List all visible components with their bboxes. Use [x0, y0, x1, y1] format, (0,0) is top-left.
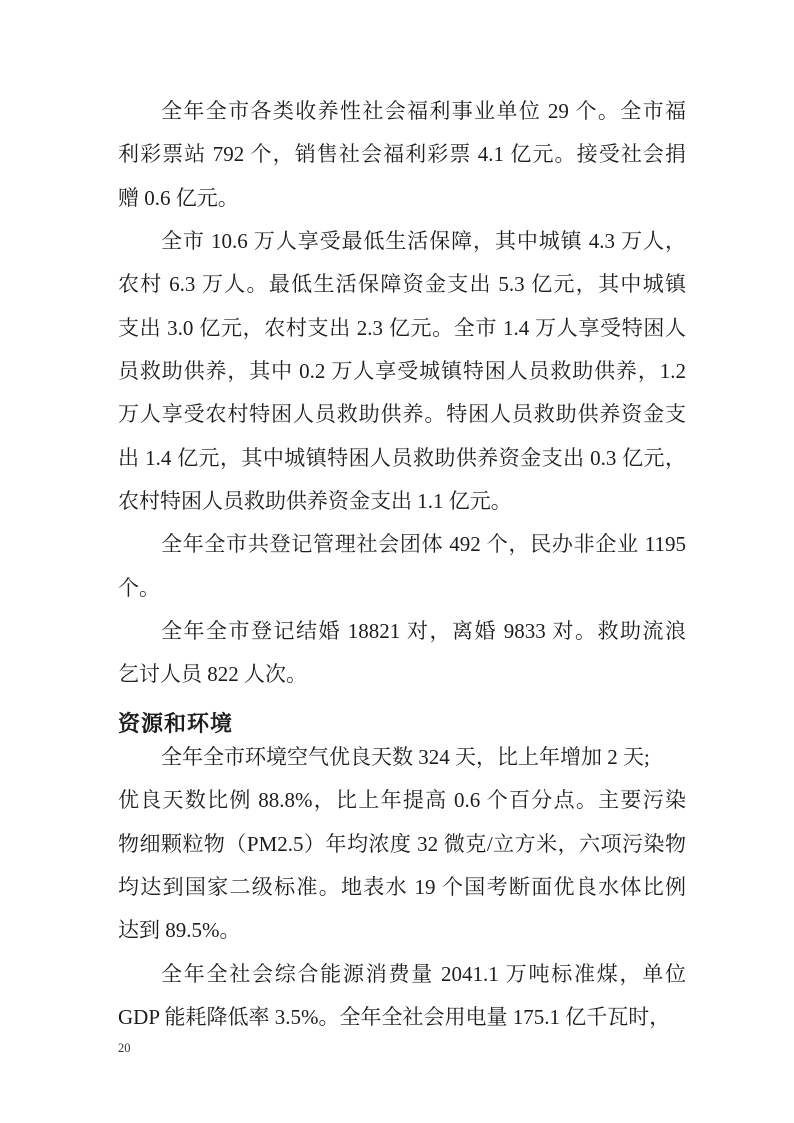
text-line: 出 1.4 亿元，其中城镇特困人员救助供养资金支出 0.3 亿元， — [118, 445, 686, 470]
text-line: 农村特困人员救助供养资金支出 1.1 亿元。 — [118, 488, 512, 513]
text-line: 优良天数比例 88.8%，比上年提高 0.6 个百分点。主要污染 — [118, 788, 686, 813]
document-body — [118, 0, 686, 1123]
text-line: 员救助供养，其中 0.2 万人享受城镇特困人员救助供养，1.2 — [118, 358, 686, 383]
text-line: 达到 89.5%。 — [118, 918, 241, 943]
text-line: 全年全市各类收养性社会福利事业单位 29 个。全市福 — [161, 99, 686, 123]
text-line: 万人享受农村特困人员救助供养。特困人员救助供养资金支 — [118, 402, 686, 427]
page-number: 20 — [118, 1041, 131, 1055]
text-line: 乞讨人员 822 人次。 — [118, 662, 307, 687]
section-heading: 资源和环境 — [118, 711, 234, 736]
text-line: 支出 3.0 亿元，农村支出 2.3 亿元。全市 1.4 万人享受特困人 — [118, 315, 686, 340]
text-line: 赠 0.6 亿元。 — [118, 185, 239, 210]
text-line: GDP 能耗降低率 3.5%。全年全社会用电量 175.1 亿千瓦时， — [118, 1004, 671, 1029]
text-line: 均达到国家二级标准。地表水 19 个国考断面优良水体比例 — [118, 874, 686, 899]
text-line: 全市 10.6 万人享受最低生活保障，其中城镇 4.3 万人， — [161, 228, 686, 253]
text-line: 全年全市环境空气优良天数 324 天，比上年增加 2 天; — [161, 745, 650, 769]
text-line: 全年全市登记结婚 18821 对，离婚 9833 对。救助流浪 — [161, 618, 686, 643]
text-line: 全年全社会综合能源消费量 2041.1 万吨标准煤，单位 — [161, 961, 686, 986]
text-line: 个。 — [118, 575, 160, 600]
text-line: 全年全市共登记管理社会团体 492 个，民办非企业 1195 — [161, 532, 686, 557]
text-line: 物细颗粒物（PM2.5）年均浓度 32 微克/立方米，六项污染物 — [118, 831, 686, 856]
text-line: 利彩票站 792 个，销售社会福利彩票 4.1 亿元。接受社会捐 — [118, 142, 686, 167]
text-line: 农村 6.3 万人。最低生活保障资金支出 5.3 亿元，其中城镇 — [118, 272, 686, 297]
